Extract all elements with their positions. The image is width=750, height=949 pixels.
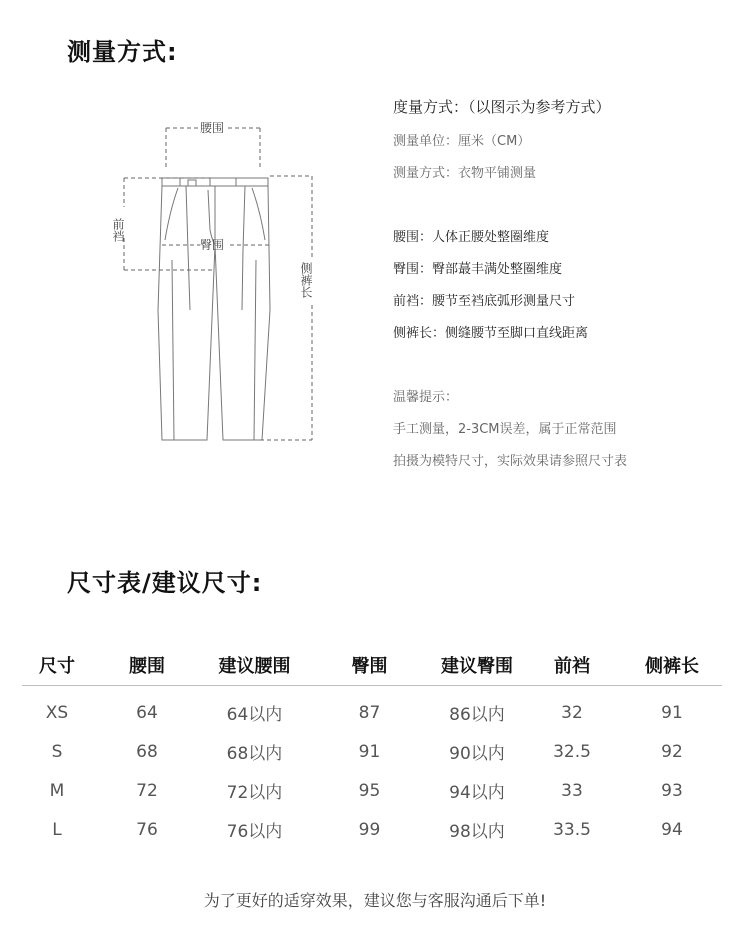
cell-side-length: 93: [661, 780, 683, 801]
cell-front-rise: 32: [561, 702, 583, 723]
cell-suggested-waist: 76以内: [226, 822, 283, 842]
header-side-length: 侧裤长: [645, 656, 699, 677]
size-table-header: [22, 645, 722, 686]
header-front-rise: 前裆: [554, 656, 590, 677]
definition-waist: 腰围：人体正腰处整圈维度: [393, 230, 550, 245]
cell-size: M: [49, 780, 65, 801]
cell-waist: 64: [136, 702, 158, 723]
cell-hip: 91: [358, 741, 381, 762]
diagram-label-waist: 腰围: [200, 121, 225, 135]
header-waist: 腰围: [129, 656, 165, 677]
diagram-label-hip: 臀围: [200, 238, 225, 252]
cell-suggested-waist: 72以内: [226, 783, 283, 803]
measure-lead-text: 度量方式：（以图示为参考方式）: [393, 98, 611, 116]
diagram-label-side-length: 侧裤长: [299, 262, 313, 298]
cell-size: L: [52, 819, 62, 840]
cell-side-length: 92: [661, 741, 683, 762]
footer-note: 为了更好的适穿效果，建议您与客服沟通后下单!: [203, 891, 547, 910]
pants-measurement-diagram: [100, 110, 340, 450]
cell-waist: 68: [136, 741, 158, 762]
cell-suggested-hip: 86以内: [449, 705, 505, 725]
cell-suggested-waist: 64以内: [226, 705, 283, 725]
measure-unit-text: 测量单位：厘米（CM）: [393, 134, 531, 149]
tip-model-size: 拍摄为模特尺寸，实际效果请参照尺寸表: [393, 454, 628, 469]
measure-section-title: 测量方式:: [67, 38, 178, 66]
header-hip: 臀围: [351, 656, 388, 677]
cell-suggested-hip: 98以内: [449, 822, 505, 842]
table-row: [22, 810, 722, 849]
header-size: 尺寸: [39, 656, 75, 677]
definition-front-rise: 前裆：腰节至裆底弧形测量尺寸: [393, 294, 576, 309]
size-table: [22, 645, 722, 849]
cell-suggested-hip: 90以内: [449, 744, 505, 764]
cell-waist: 76: [136, 819, 158, 840]
table-row: [22, 693, 722, 732]
cell-size: XS: [45, 702, 69, 723]
cell-waist: 72: [136, 780, 158, 801]
cell-size: S: [51, 741, 63, 762]
table-row: [22, 732, 722, 771]
tip-error-range: 手工测量，2-3CM误差，属于正常范围: [393, 422, 617, 437]
table-row: [22, 771, 722, 810]
cell-hip: 95: [358, 780, 381, 801]
size-section-title: 尺寸表/建议尺寸:: [67, 569, 263, 597]
cell-suggested-hip: 94以内: [449, 783, 505, 803]
cell-hip: 87: [358, 702, 381, 723]
cell-hip: 99: [358, 819, 381, 840]
definition-hip: 臀围：臀部蕞丰满处整圈维度: [393, 262, 563, 277]
measure-method-text: 测量方式：衣物平铺测量: [393, 166, 537, 181]
pants-outline-illustration: [100, 110, 340, 450]
cell-front-rise: 32.5: [553, 741, 591, 762]
cell-side-length: 94: [661, 819, 683, 840]
tip-title: 温馨提示：: [393, 390, 459, 405]
definition-side-length: 侧裤长：侧缝腰节至脚口直线距离: [393, 326, 589, 341]
cell-front-rise: 33: [561, 780, 583, 801]
cell-suggested-waist: 68以内: [226, 744, 283, 764]
header-suggested-hip: 建议臀围: [441, 656, 513, 677]
size-table-body: [22, 693, 722, 849]
cell-side-length: 91: [661, 702, 683, 723]
diagram-label-front-rise: 前裆: [111, 218, 125, 242]
header-suggested-waist: 建议腰围: [218, 656, 291, 677]
cell-front-rise: 33.5: [553, 819, 591, 840]
